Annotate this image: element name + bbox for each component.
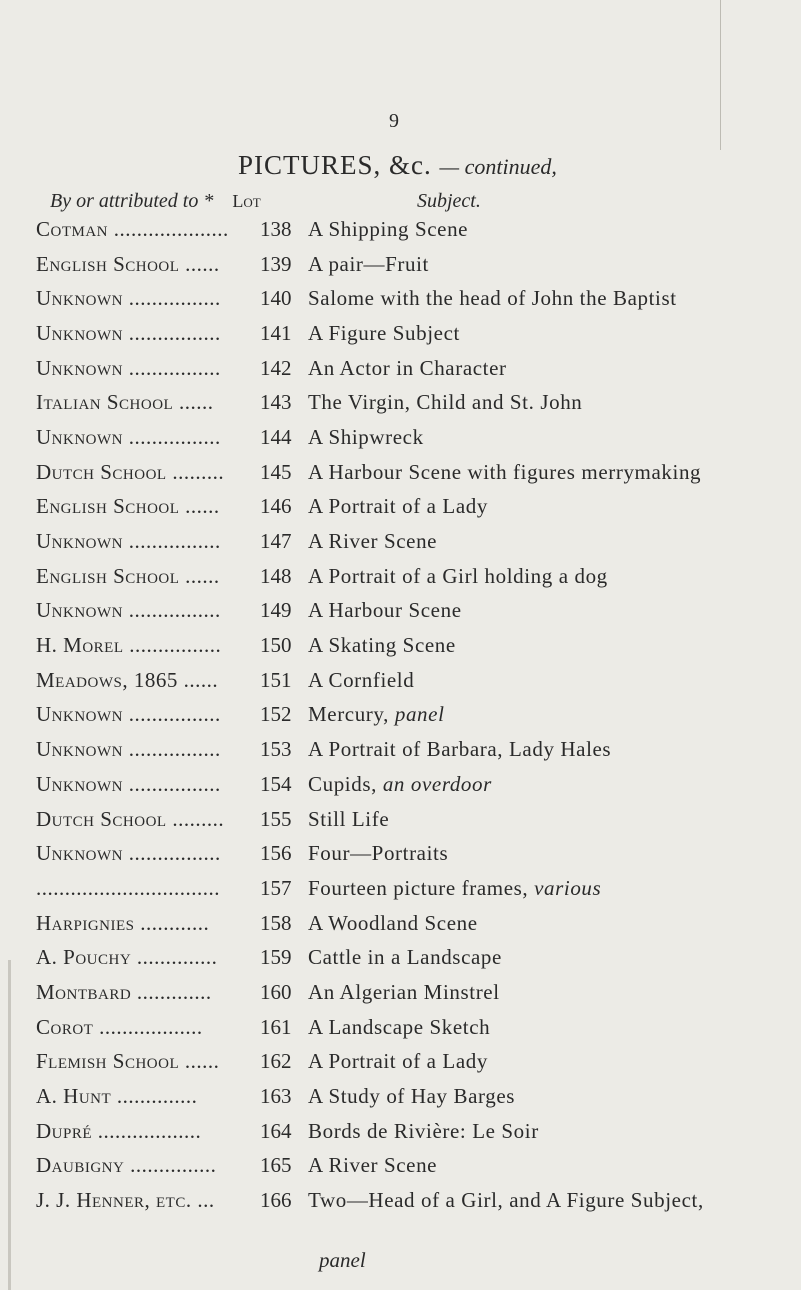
catalogue-row: [36, 871, 801, 906]
subject-text: [308, 945, 502, 970]
subject-text: [308, 841, 448, 866]
subject-note: an overdoor: [382, 771, 492, 796]
catalogue-row: [36, 940, 801, 975]
artist-name: Dutch School .........: [36, 806, 225, 831]
subject-title: An Actor in Character: [308, 355, 507, 380]
artist-name: Dutch School .........: [36, 459, 225, 484]
lot-number: 165: [260, 1153, 292, 1178]
lot-number: 159: [260, 945, 292, 970]
continuation-note: panel: [319, 1248, 366, 1272]
subject-text: [308, 807, 389, 832]
lot-number: 152: [260, 702, 292, 727]
catalogue-row: [36, 836, 801, 871]
lot-number: 158: [260, 910, 292, 935]
artist-name: Meadows, 1865 ......: [36, 667, 219, 692]
artist-name: A. Hunt ..............: [36, 1084, 198, 1109]
subject-text: [308, 494, 488, 519]
catalogue-row: [36, 420, 801, 455]
lot-number: 155: [260, 806, 292, 831]
catalogue-row: [36, 906, 801, 941]
subject-title: A Portrait of a Girl holding a dog: [308, 563, 608, 588]
artist-name: English School ......: [36, 251, 220, 276]
lot-number: 139: [260, 251, 292, 276]
catalogue-row: [36, 975, 801, 1010]
subject-title: A Shipping Scene: [308, 216, 469, 241]
artist-name: English School ......: [36, 494, 220, 519]
artist-name: Unknown ................: [36, 286, 221, 311]
catalogue-row: [36, 628, 801, 663]
catalogue-row: [36, 767, 801, 802]
lot-number: 138: [260, 216, 292, 241]
subject-title: A Skating Scene: [308, 633, 456, 658]
subject-text: [308, 286, 677, 311]
lot-number: 154: [260, 771, 292, 796]
lot-number: 143: [260, 390, 292, 415]
subject-note: various: [534, 875, 602, 900]
artist-name: Unknown ................: [36, 424, 221, 449]
lot-number: 161: [260, 1014, 292, 1039]
lot-number: 145: [260, 459, 292, 484]
artist-name: Dupré ..................: [36, 1118, 202, 1143]
subject-text: [308, 564, 608, 589]
artist-name: Harpignies ............: [36, 910, 210, 935]
artist-header-label: By or attributed to: [50, 190, 199, 212]
subject-text: [308, 633, 456, 658]
lot-number: 164: [260, 1118, 292, 1143]
binding-shadow: [8, 960, 11, 1290]
page-heading: [238, 150, 557, 181]
artist-name: Italian School ......: [36, 390, 214, 415]
subject-title: A Study of Hay Barges: [308, 1084, 516, 1109]
artist-name: English School ......: [36, 563, 220, 588]
lot-number: 163: [260, 1084, 292, 1109]
subject-text: [308, 529, 437, 554]
lot-header-label: Lot: [232, 191, 261, 211]
lot-number: 148: [260, 563, 292, 588]
catalogue-row: [36, 1045, 801, 1080]
subject-text: [308, 1015, 490, 1040]
subject-column-header: Subject.: [417, 190, 481, 212]
lot-number: 146: [260, 494, 292, 519]
lot-number: 156: [260, 841, 292, 866]
catalogue-row: [36, 281, 801, 316]
subject-title: A Shipwreck: [308, 424, 424, 449]
heading-continued: — continued,: [439, 154, 557, 179]
catalogue-row: [36, 698, 801, 733]
lot-number: 166: [260, 1188, 292, 1213]
subject-text: [308, 252, 429, 277]
catalogue-row: [36, 1010, 801, 1045]
lot-number: 140: [260, 286, 292, 311]
lot-number: 144: [260, 424, 292, 449]
subject-text: [308, 876, 601, 901]
subject-title: A River Scene: [308, 529, 438, 554]
catalogue-row: [36, 455, 801, 490]
subject-text: [308, 1049, 488, 1074]
catalogue-row: [36, 490, 801, 525]
subject-title: A River Scene: [308, 1153, 438, 1178]
subject-title: A Figure Subject: [308, 320, 460, 345]
artist-name: ................................: [36, 875, 220, 900]
artist-name: Unknown ................: [36, 771, 221, 796]
artist-name: Unknown ................: [36, 355, 221, 380]
subject-text: [308, 356, 507, 381]
artist-name: Unknown ................: [36, 598, 221, 623]
catalogue-row: [36, 732, 801, 767]
catalogue-row: [36, 594, 801, 629]
lot-number: 157: [260, 875, 292, 900]
artist-name: Unknown ................: [36, 320, 221, 345]
lot-number: 142: [260, 355, 292, 380]
subject-text: [308, 1119, 539, 1144]
subject-text: [308, 425, 424, 450]
subject-text: [308, 668, 414, 693]
catalogue-row: [36, 663, 801, 698]
catalogue-row: [36, 802, 801, 837]
subject-title: The Virgin, Child and St. John: [308, 390, 583, 415]
artist-name: Unknown ................: [36, 737, 221, 762]
subject-title: A pair—Fruit: [308, 251, 429, 276]
catalogue-row: [36, 1114, 801, 1149]
subject-text: [308, 1188, 704, 1213]
subject-text: [308, 1153, 437, 1178]
lot-number: 153: [260, 737, 292, 762]
subject-note: panel: [394, 702, 445, 727]
subject-text: [308, 772, 492, 797]
subject-title: Salome with the head of John the Baptist: [308, 286, 677, 311]
artist-name: Unknown ................: [36, 529, 221, 554]
catalogue-row: [36, 524, 801, 559]
subject-title: A Harbour Scene with figures merrymaking: [308, 459, 702, 484]
catalogue-row: [36, 316, 801, 351]
artist-column-header: [50, 190, 261, 213]
catalogue-row: [36, 212, 801, 247]
subject-text: [308, 737, 611, 762]
subject-title: A Landscape Sketch: [308, 1014, 491, 1039]
subject-title: Cattle in a Landscape: [308, 945, 502, 970]
subject-text: [308, 702, 445, 727]
subject-title: Four—Portraits: [308, 841, 449, 866]
subject-text: [308, 390, 582, 415]
artist-name: Cotman ....................: [36, 216, 229, 241]
subject-title: A Harbour Scene: [308, 598, 462, 623]
subject-title: An Algerian Minstrel: [308, 979, 500, 1004]
catalogue-row: [36, 351, 801, 386]
subject-title: Still Life: [308, 806, 390, 831]
subject-title: Mercury,: [308, 702, 389, 727]
catalogue-row: [36, 1079, 801, 1114]
subject-title: A Cornfield: [308, 667, 415, 692]
lot-number: 160: [260, 979, 292, 1004]
lot-number: 150: [260, 633, 292, 658]
catalogue-list: [36, 212, 801, 1218]
page-number: 9: [389, 110, 399, 132]
catalogue-row: [36, 385, 801, 420]
catalogue-row: [36, 1183, 801, 1218]
artist-name: Unknown ................: [36, 702, 221, 727]
asterisk-marker: *: [203, 190, 214, 212]
artist-name: Montbard .............: [36, 979, 212, 1004]
artist-name: Corot ..................: [36, 1014, 203, 1039]
subject-title: A Portrait of a Lady: [308, 1049, 488, 1074]
artist-name: A. Pouchy ..............: [36, 945, 218, 970]
artist-name: H. Morel ................: [36, 633, 222, 658]
artist-name: Flemish School ......: [36, 1049, 220, 1074]
subject-title: Two—Head of a Girl, and A Figure Subject,: [308, 1188, 704, 1213]
subject-title: Bords de Rivière: Le Soir: [308, 1118, 539, 1143]
lot-number: 141: [260, 320, 292, 345]
subject-text: [308, 321, 460, 346]
subject-title: Fourteen picture frames,: [308, 875, 529, 900]
subject-text: [308, 911, 478, 936]
page-edge-line: [660, 0, 721, 150]
lot-number: 149: [260, 598, 292, 623]
catalogue-row: [36, 1149, 801, 1184]
heading-main: PICTURES, &c.: [238, 150, 432, 180]
artist-name: Unknown ................: [36, 841, 221, 866]
subject-title: A Portrait of a Lady: [308, 494, 488, 519]
subject-text: [308, 1084, 515, 1109]
artist-name: J. J. Henner, etc. ...: [36, 1188, 215, 1213]
subject-title: Cupids,: [308, 771, 377, 796]
subject-title: A Portrait of Barbara, Lady Hales: [308, 737, 612, 762]
lot-number: 162: [260, 1049, 292, 1074]
artist-name: Daubigny ...............: [36, 1153, 217, 1178]
subject-text: [308, 460, 701, 485]
lot-number: 147: [260, 529, 292, 554]
subject-title: A Woodland Scene: [308, 910, 478, 935]
subject-text: [308, 980, 500, 1005]
subject-text: [308, 217, 468, 242]
catalogue-row: [36, 559, 801, 594]
subject-text: [308, 598, 462, 623]
lot-number: 151: [260, 667, 292, 692]
catalogue-row: [36, 247, 801, 282]
